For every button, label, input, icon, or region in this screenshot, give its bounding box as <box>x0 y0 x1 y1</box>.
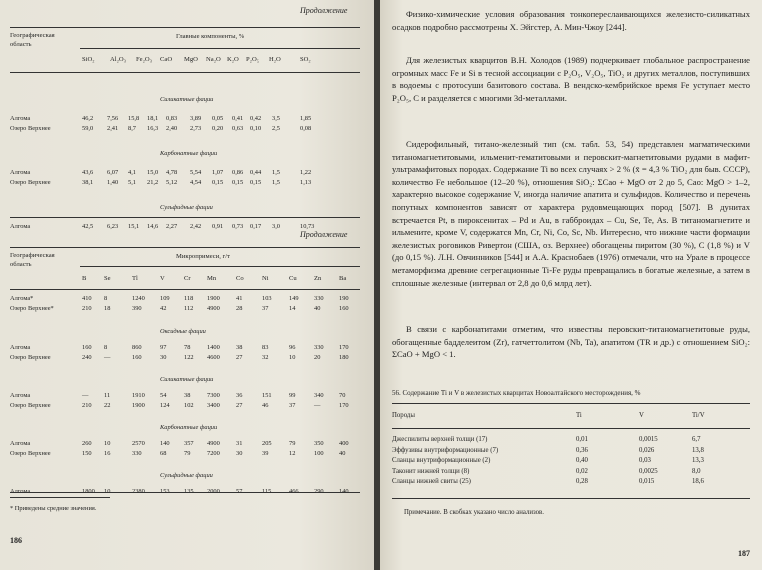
table1-section-title: Силикатные фации <box>160 96 214 103</box>
table2-cell: 7300 <box>207 392 220 399</box>
table1-cell: 0,15 <box>232 179 244 186</box>
table2-cell: 83 <box>262 344 269 351</box>
table1-col-header: SO₂ <box>300 56 311 63</box>
table1-cell: 0,83 <box>166 115 178 122</box>
table2-cell: 140 <box>339 488 349 495</box>
table-56-header <box>392 403 750 429</box>
table1-cell: 14,6 <box>147 223 159 230</box>
table1-cell: 3,5 <box>272 115 280 122</box>
table2-cell: 210 <box>82 305 92 312</box>
table2-row-name: Алгома <box>10 440 31 447</box>
table2-cell: 7200 <box>207 450 220 457</box>
table2-cell: 39 <box>262 450 269 457</box>
table1-col-header: MgO <box>184 56 198 63</box>
table2-cell: 54 <box>160 392 167 399</box>
table-56-col-v: V <box>639 412 644 419</box>
table-56-cell: 18,6 <box>692 478 704 485</box>
table-56-cell: 0,01 <box>576 436 588 443</box>
table2-row-name: Алгома <box>10 488 31 495</box>
table2-cell: 1400 <box>207 344 220 351</box>
table2-cell: 170 <box>339 402 349 409</box>
table1-cell: 2,27 <box>166 223 178 230</box>
table2-col-header: Ni <box>262 275 269 282</box>
table2-cell: 40 <box>314 305 321 312</box>
table1-cell: 1,85 <box>300 115 312 122</box>
table2-cell: 78 <box>184 344 191 351</box>
table-56-cell: 0,0015 <box>639 436 658 443</box>
table2-cell: 8 <box>104 344 108 351</box>
table1-cell: 8,7 <box>128 125 136 132</box>
table1-cell: 3,89 <box>190 115 202 122</box>
table2-cell: 1900 <box>207 295 220 302</box>
table2-top-rule <box>10 247 360 248</box>
table2-cell: 330 <box>314 344 324 351</box>
table2-cell: 22 <box>104 402 111 409</box>
table1-cell: 1,13 <box>300 179 312 186</box>
table2-cell: 2000 <box>207 488 220 495</box>
table2-cell: 38 <box>236 344 243 351</box>
table-56-row <box>392 457 750 467</box>
table2-row-name: Озеро Верхнее* <box>10 305 54 312</box>
table1-cell: 38,1 <box>82 179 94 186</box>
table2-cell: 10 <box>104 488 111 495</box>
table1-cell: 0,91 <box>212 223 224 230</box>
paragraph-3: Сидерофильный, титано-железный тип (см. табл. 53, 54) представлен магматическими титаномагнетитовыми, ильменит-гематитовыми и перовскит-магнетитовыми рудами в мафит-ультрамафитовых породах. Содержание Ti во всех случаях > 2 % (x̄ = 4,3 % TiO₂ для быв. СССР), количество Fe небольшое (12–20 %), отношения SiO₂: ΣCao + MgO от 2 до 5, Cao: MgO > 1–2, характерно высокое содержание V, иногда наличие апатита и сульфидов. Количество и перечень попутных компонентов зависят от характера рудовмещающих пород [507]. В дунитах встречается Pt, в пироксенитах – Pd и Au, в габброидах – Cu, Se, Te, As. В титаномагнетите и ильмените, кроме V, содержатся Mn, Cr, Ni, Co, Sc, Nb. Интересно, что нижние части формации железистых роговиков Ривертон (США, оз. Верхнее) обогащены пиритом (30 %), C (1,8 %) и V (до 0,15 %). Л.Н. Овчинников [544] и А.А. Краснобаев (1976) отмечали, что на Урале в процессе метаморфизма древние сегрегационные Ti-Fe руды превращались в богатые железные, а затем в сплошные железные (интервал от 2,8 до 0,6 млрд лет). <box>392 139 750 288</box>
table1-cell: 59,0 <box>82 125 94 132</box>
table2-cell: 20 <box>314 354 321 361</box>
table2-cell: 860 <box>132 344 142 351</box>
table2-cell: 30 <box>236 450 243 457</box>
table2-col-header: Ba <box>339 275 347 282</box>
table2-cell: — <box>314 402 321 409</box>
continuation-label-top: Продолжение <box>300 6 348 15</box>
paragraph-4: В связи с карбонатитами отметим, что известны перовскит-титаномагнетитовые руды, обогащенные бадделеитом (Zr), гатчеттолитом (Nb, Ta), апатитом (TR и др.) с отношением SiO₂: ΣCaO + MgO < 1. <box>392 324 750 360</box>
table2-cell: 30 <box>160 354 167 361</box>
table2-cell: 79 <box>184 450 191 457</box>
table2-row-name: Алгома <box>10 392 31 399</box>
table2-cell: 42 <box>160 305 167 312</box>
table-56-cell: 0,36 <box>576 446 588 454</box>
table2-cell: 2570 <box>132 440 145 447</box>
table2-cell: 151 <box>262 392 272 399</box>
table2-col-header: Tl <box>132 275 138 282</box>
table2-cell: 32 <box>262 354 269 361</box>
table2-cell: 410 <box>82 295 92 302</box>
table2-row-name: Алгома* <box>10 295 34 302</box>
table1-cell: 1,07 <box>212 169 224 176</box>
page-number-right: 187 <box>738 549 750 558</box>
table2-cell: 400 <box>339 440 349 447</box>
page-number-left: 186 <box>10 536 22 545</box>
table2-cell: 330 <box>132 450 142 457</box>
table1-cell: 16,3 <box>147 125 159 132</box>
table1-cell: 2,41 <box>107 125 119 132</box>
table1-header-bottom-rule <box>10 72 360 73</box>
table1-cell: 5,54 <box>190 169 202 176</box>
table2-cell: 102 <box>184 402 194 409</box>
table1-cell: 4,1 <box>128 169 136 176</box>
table-56-cell: Джеспилиты верхней толщи (17) <box>392 436 488 443</box>
table2-cell: 31 <box>236 440 243 447</box>
table1-cell: 0,20 <box>212 125 224 132</box>
table1-cell: 0,17 <box>250 223 262 230</box>
table1-col-header: H₂O <box>269 56 281 63</box>
table2-col-header: Zn <box>314 275 322 282</box>
table1-cell: 5,1 <box>128 179 136 186</box>
table1-cell: 15,1 <box>128 223 140 230</box>
table2-group-rule <box>80 266 360 267</box>
paragraph-2: Для железистых кварцитов В.Н. Холодов (1989) подчеркивает глобальное распространение огромных масс Fe и Si в тесной ассоциации с P₂O₅, V₂O₅, TiO₂ и других металлов, поступивших в водоемы с протосуши базитового состава. В вендско-кембрийское время Fe уступает место P₂O₅, C и разделяется с многими 3d-металлами. <box>392 55 750 103</box>
table1-col-header: CaO <box>160 56 173 63</box>
table1-cell: 0,73 <box>232 223 244 230</box>
table2-row-name: Алгома <box>10 344 31 351</box>
table2-cell: 350 <box>314 440 324 447</box>
table2-cell: 40 <box>339 450 346 457</box>
table2-cell: 160 <box>82 344 92 351</box>
table1-cell: 6,23 <box>107 223 119 230</box>
table1-col-header: Fe₂O₃ <box>136 56 152 63</box>
table1-cell: 0,05 <box>212 115 224 122</box>
table1-cell: 1,5 <box>272 169 280 176</box>
table2-cell: 240 <box>82 354 92 361</box>
table1-cell: 46,2 <box>82 115 94 122</box>
table1-bottom-rule <box>10 217 360 218</box>
table-56-row <box>392 478 750 488</box>
table-56-cell: 0,015 <box>639 478 655 485</box>
table2-cell: 14 <box>289 305 296 312</box>
table-56-col-rocks: Породы <box>392 412 415 419</box>
table2-section-title: Карбонатные фации <box>160 424 218 431</box>
table1-cell: 1,22 <box>300 169 312 176</box>
table1-cell: 7,56 <box>107 115 119 122</box>
table2-cell: 160 <box>339 305 349 312</box>
table2-cell: 390 <box>132 305 142 312</box>
table2-cell: 3400 <box>207 402 220 409</box>
table2-cell: 96 <box>289 344 296 351</box>
table1-group-rule <box>80 48 360 49</box>
table2-cell: — <box>82 392 89 399</box>
table2-region-header: Географическая <box>10 252 55 259</box>
table1-cell: 43,6 <box>82 169 94 176</box>
table-56-cell: 0,026 <box>639 446 655 454</box>
table1-row-name: Алгома <box>10 115 31 122</box>
table-56-row <box>392 468 750 478</box>
table1-cell: 2,73 <box>190 125 202 132</box>
table1-cell: 0,10 <box>250 125 262 132</box>
table1-cell: 0,15 <box>250 179 262 186</box>
table1-cell: 21,2 <box>147 179 159 186</box>
table1-cell: 3,0 <box>272 223 280 230</box>
table2-cell: 340 <box>314 392 324 399</box>
table2-cell: 70 <box>339 392 346 399</box>
table1-cell: 10,73 <box>300 223 315 230</box>
table1-cell: 15,8 <box>128 115 140 122</box>
table2-cell: 37 <box>262 305 269 312</box>
table2-row-name: Озеро Верхнее <box>10 450 51 457</box>
table2-col-header: V <box>160 275 165 282</box>
table1-section-title: Карбонатные фации <box>160 150 218 157</box>
table2-cell: 27 <box>236 354 243 361</box>
table1-col-header: SiO₂ <box>82 56 95 63</box>
table2-col-header: Cr <box>184 275 191 282</box>
table2-cell: 1900 <box>132 402 145 409</box>
left-page <box>0 0 374 570</box>
table1-top-rule <box>10 27 360 28</box>
table2-cell: 8 <box>104 295 108 302</box>
table2-cell: 124 <box>160 402 170 409</box>
table2-section-title: Силикатные фации <box>160 376 214 383</box>
table2-cell: 103 <box>262 295 272 302</box>
table2-col-header: Se <box>104 275 111 282</box>
table2-header-bottom-rule <box>10 289 360 290</box>
table1-section-title: Сульфидные фации <box>160 204 213 211</box>
table1-group-header: Главные компоненты, % <box>176 33 245 40</box>
table2-cell: 205 <box>262 440 272 447</box>
table2-cell: 68 <box>160 450 167 457</box>
table-56-row <box>392 436 750 446</box>
table2-cell: 140 <box>160 440 170 447</box>
table2-cell: 135 <box>184 488 194 495</box>
table2-cell: 118 <box>184 295 194 302</box>
table2-cell: 149 <box>289 295 299 302</box>
table-56-cell: 0,03 <box>639 457 651 464</box>
table1-col-header: P₂O₅ <box>246 56 260 63</box>
table1-cell: 4,54 <box>190 179 202 186</box>
table2-region-header-2: область <box>10 261 32 268</box>
table1-cell: 4,78 <box>166 169 178 176</box>
table2-cell: 41 <box>236 295 243 302</box>
table-56-col-ratio: Ti/V <box>692 412 705 419</box>
table2-cell: 100 <box>314 450 324 457</box>
table-56-body <box>392 436 750 494</box>
table-56-cell: Эффузивы внутриформационные (7) <box>392 446 499 454</box>
table1-col-header: K₂O <box>227 56 239 63</box>
table2-cell: 290 <box>314 488 324 495</box>
table2-cell: 1910 <box>132 392 145 399</box>
table2-cell: 11 <box>104 392 111 399</box>
table1-region-header-2: область <box>10 41 32 48</box>
table-56-col-ti: Ti <box>576 412 582 419</box>
table-56-cell: Сланцы нижней свиты (25) <box>392 478 471 485</box>
table1-cell: 0,86 <box>232 169 244 176</box>
table2-cell: 112 <box>184 305 194 312</box>
table1-cell: 0,42 <box>250 115 262 122</box>
table2-bottom-rule <box>10 492 360 493</box>
table2-cell: 466 <box>289 488 299 495</box>
continuation-label-mid: Продолжение <box>300 230 348 239</box>
table-56-cell: Сланцы внутриформационные (2) <box>392 457 491 464</box>
table2-col-header: Co <box>236 275 244 282</box>
table2-cell: 36 <box>236 392 243 399</box>
table1-cell: 2,40 <box>166 125 178 132</box>
table2-col-header: Mn <box>207 275 217 282</box>
table2-group-header: Микропримеси, г/т <box>176 253 230 260</box>
table2-cell: 10 <box>289 354 296 361</box>
table1-cell: 15,0 <box>147 169 159 176</box>
table-56-title: 56. Содержание Ti и V в железистых кварцитах Новоалтайского месторождения, % <box>392 389 641 397</box>
table2-cell: 115 <box>262 488 272 495</box>
table2-cell: 190 <box>339 295 349 302</box>
table2-cell: 97 <box>160 344 167 351</box>
table1-cell: 42,5 <box>82 223 94 230</box>
table2-cell: 210 <box>82 402 92 409</box>
table2-cell: 18 <box>104 305 111 312</box>
table2-cell: 330 <box>314 295 324 302</box>
table-56-cell: 8,0 <box>692 467 701 475</box>
table2-cell: 180 <box>339 354 349 361</box>
table-56-cell: Таконит нижней толщи (8) <box>392 467 470 475</box>
table1-cell: 2,42 <box>190 223 202 230</box>
table-56-row <box>392 447 750 457</box>
table2-cell: 12 <box>289 450 296 457</box>
table2-cell: 37 <box>289 402 296 409</box>
table2-cell: 38 <box>184 392 191 399</box>
table2-cell: 99 <box>289 392 296 399</box>
table2-cell: 4900 <box>207 305 220 312</box>
table1-cell: 1,5 <box>272 179 280 186</box>
table2-cell: 153 <box>160 488 170 495</box>
table2-cell: 46 <box>262 402 269 409</box>
table-56 <box>392 389 750 516</box>
table1-row-name: Алгома <box>10 223 31 230</box>
table-56-cell: 13,3 <box>692 457 704 464</box>
table1-row-name: Озеро Верхнее <box>10 179 51 186</box>
table1-cell: 0,63 <box>232 125 244 132</box>
table1-row-name: Озеро Верхнее <box>10 125 51 132</box>
table2-cell: 2380 <box>132 488 145 495</box>
table2-cell: 16 <box>104 450 111 457</box>
table1-cell: 0,15 <box>212 179 224 186</box>
table-56-cell: 0,02 <box>576 467 588 475</box>
table1-col-header: Na₂O <box>206 56 221 63</box>
table2-col-header: Cu <box>289 275 297 282</box>
table2-cell: 27 <box>236 402 243 409</box>
table1-cell: 1,40 <box>107 179 119 186</box>
table2-cell: 28 <box>236 305 243 312</box>
table1-col-header: Al₂O₃ <box>110 56 126 63</box>
table2-cell: 79 <box>289 440 296 447</box>
table2-cell: 122 <box>184 354 194 361</box>
table-56-cell: 6,7 <box>692 436 701 443</box>
table2-cell: 4900 <box>207 440 220 447</box>
table1-cell: 0,44 <box>250 169 262 176</box>
table1-cell: 18,1 <box>147 115 159 122</box>
table1-cell: 6,07 <box>107 169 119 176</box>
paragraph-1: Физико-химические условия образования тонкопереслаивающихся железисто-силикатных осадков подробно рассмотрены Х. Эйгстер, А. Мин-Чжоу [244]. <box>392 9 750 32</box>
table-56-cell: 0,40 <box>576 457 588 464</box>
table1-cell: 0,08 <box>300 125 312 132</box>
table2-section-title: Оксидные фации <box>160 328 206 335</box>
table-56-note: Примечание. В скобках указано число анализов. <box>404 509 544 516</box>
table-56-cell: 0,28 <box>576 478 588 485</box>
table1-row-name: Алгома <box>10 169 31 176</box>
table2-col-header: B <box>82 275 87 282</box>
table2-cell: 170 <box>339 344 349 351</box>
table1-cell: 5,12 <box>166 179 178 186</box>
table2-cell: 4600 <box>207 354 220 361</box>
footnote-rule <box>10 497 110 498</box>
table-56-cell: 0,0025 <box>639 467 658 475</box>
table2-cell: 1240 <box>132 295 145 302</box>
table2-cell: — <box>104 354 111 361</box>
table2-cell: 357 <box>184 440 194 447</box>
table2-cell: 160 <box>132 354 142 361</box>
table2-cell: 150 <box>82 450 92 457</box>
table-56-cell: 13,8 <box>692 446 704 454</box>
table2-row-name: Озеро Верхнее <box>10 354 51 361</box>
table2-section-title: Сульфидные фации <box>160 472 213 479</box>
table2-cell: 57 <box>236 488 243 495</box>
table1-cell: 0,41 <box>232 115 244 122</box>
table1-region-header: Географическая <box>10 32 55 39</box>
table2-row-name: Озеро Верхнее <box>10 402 51 409</box>
table2-footnote: * Приведены средние значения. <box>10 505 97 512</box>
table2-cell: 1800 <box>82 488 95 495</box>
table1-cell: 2,5 <box>272 125 280 132</box>
table2-cell: 109 <box>160 295 170 302</box>
table2-cell: 10 <box>104 440 111 447</box>
table2-cell: 260 <box>82 440 92 447</box>
